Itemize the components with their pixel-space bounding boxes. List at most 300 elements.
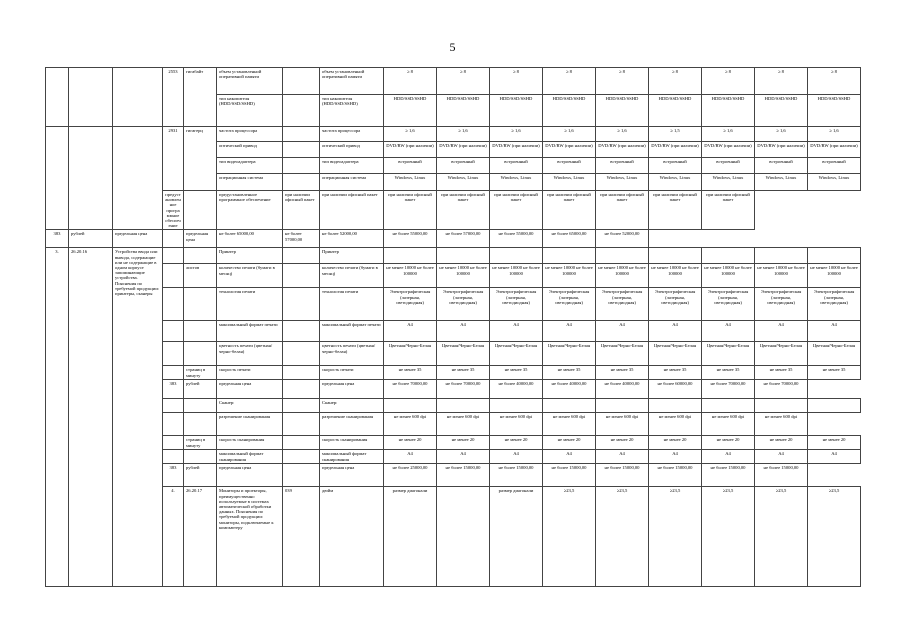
row-print-color: [46, 342, 861, 366]
table-cell: встроенный: [384, 158, 437, 174]
row-scanner-price: [46, 464, 861, 487]
table-cell: [283, 142, 320, 158]
table-cell: Цветная/Черно-Белая: [755, 342, 808, 366]
table-cell: не менее 20: [384, 436, 437, 450]
table-cell: при наличии офисный пакет: [596, 191, 649, 230]
table-cell: [163, 288, 184, 321]
table-cell: не более 57000,00: [437, 230, 490, 248]
table-cell: ≥ 1,6: [384, 127, 437, 142]
table-cell: не более 15000,00: [543, 464, 596, 487]
table-cell: дюйм: [320, 487, 384, 587]
table-cell: при наличии офисный пакет: [384, 191, 437, 230]
table-cell: A4: [384, 450, 437, 464]
table-cell: Цветная/Черно-Белая: [490, 342, 543, 366]
table-cell: при наличии офисный пакет: [437, 191, 490, 230]
table-cell: страниц в минуту: [184, 366, 217, 380]
table-cell: размер диагонали: [384, 487, 437, 587]
table-cell: встроенный: [808, 158, 861, 174]
table-cell: скорость сканирования: [217, 436, 283, 450]
table-cell: A4: [755, 321, 808, 342]
table-cell: Цветная/Черно-Белая: [808, 342, 861, 366]
table-cell: предустановленное программное обеспечение: [163, 191, 184, 230]
table-cell: A4: [490, 450, 543, 464]
table-cell: HDD/SSD/SSHD: [543, 95, 596, 127]
row-monitor-diagonal: [46, 487, 861, 587]
table-cell: оптический привод: [217, 142, 283, 158]
table-cell: DVD/RW (при наличии): [543, 142, 596, 158]
table-cell: не менее 35: [543, 366, 596, 380]
table-cell: не более 15000,00: [596, 464, 649, 487]
table-cell: Windows, Linux: [808, 174, 861, 191]
table-cell: Цветная/Черно-Белая: [543, 342, 596, 366]
table-cell: встроенный: [437, 158, 490, 174]
table-cell: не более 15000,00: [490, 464, 543, 487]
table-cell: [283, 366, 320, 380]
table-cell: не менее 10000 не более 100000: [437, 264, 490, 288]
table-cell: 26.20.16: [69, 248, 113, 587]
row-print-volume: [46, 264, 861, 288]
table-cell: размер диагонали: [490, 487, 543, 587]
table-cell: A4: [755, 450, 808, 464]
table-cell: встроенный: [649, 158, 702, 174]
table-cell: ≥ 1,6: [702, 127, 755, 142]
table-cell: технология печати: [320, 288, 384, 321]
table-cell: 2553: [163, 68, 184, 127]
table-cell: [702, 399, 755, 413]
table-cell: не более 70000,00: [755, 380, 808, 399]
table-cell: встроенный: [702, 158, 755, 174]
table-cell: [184, 288, 217, 321]
table-cell: ≥ 8: [755, 68, 808, 95]
table-cell: не менее 35: [596, 366, 649, 380]
table-cell: [755, 248, 808, 264]
table-cell: [490, 399, 543, 413]
table-cell: [283, 264, 320, 288]
table-cell: не более 52000,00: [596, 230, 649, 248]
table-cell: [283, 174, 320, 191]
table-cell: HDD/SSD/SSHD: [490, 95, 543, 127]
table-cell: ≥ 8: [384, 68, 437, 95]
table-cell: рублей: [69, 230, 113, 248]
table-cell: [163, 413, 184, 436]
table-cell: предельная цена: [184, 230, 217, 248]
table-cell: [437, 399, 490, 413]
table-cell: [163, 248, 184, 264]
table-cell: не менее 600 dpi: [543, 413, 596, 436]
table-cell: ≥23,5: [702, 487, 755, 587]
table-cell: A4: [543, 321, 596, 342]
table-cell: Windows, Linux: [755, 174, 808, 191]
table-cell: не более 70000,00: [702, 380, 755, 399]
row-printer-header: [46, 248, 861, 264]
row-scanner-header: [46, 399, 861, 413]
row-computer-price: [46, 230, 861, 248]
table-cell: максимальный формат печати: [320, 321, 384, 342]
table-cell: гигабайт: [184, 68, 217, 127]
table-cell: скорость печати: [320, 366, 384, 380]
table-cell: не более 70000,00: [384, 380, 437, 399]
table-cell: HDD/SSD/SSHD: [702, 95, 755, 127]
table-cell: [808, 248, 861, 264]
table-cell: DVD/RW (при наличии): [384, 142, 437, 158]
table-cell: не менее 35: [437, 366, 490, 380]
table-cell: предельная цена: [320, 464, 384, 487]
table-cell: [543, 399, 596, 413]
table-cell: не менее 35: [490, 366, 543, 380]
table-cell: Цветная/Черно-Белая: [384, 342, 437, 366]
table-cell: [163, 321, 184, 342]
table-cell: A4: [596, 321, 649, 342]
table-cell: ≥ 1,6: [808, 127, 861, 142]
table-cell: не менее 10000 не более 100000: [649, 264, 702, 288]
table-cell: Электрографическая (лазерная, светодиодная): [649, 288, 702, 321]
table-cell: Мониторы и проекторы, преимущественно используемые в системах автоматической обработки данных. Пояснения по требуемой продукции: мониторы, подключаемые к компьютеру: [217, 487, 283, 587]
table-cell: не более 60000,00: [649, 380, 702, 399]
row-scan-speed: [46, 436, 861, 450]
table-cell: [702, 248, 755, 264]
table-cell: [184, 342, 217, 366]
table-cell: DVD/RW (при наличии): [490, 142, 543, 158]
table-cell: не менее 20: [702, 436, 755, 450]
table-cell: [283, 413, 320, 436]
table-cell: [808, 399, 861, 413]
table-cell: при наличии офисный пакет: [543, 191, 596, 230]
table-cell: Сканер:: [320, 399, 384, 413]
row-memory-size: [46, 68, 861, 95]
table-cell: ≥ 1,6: [490, 127, 543, 142]
table-cell: ≥ 1,5: [649, 127, 702, 142]
table-cell: рублей: [184, 380, 217, 399]
row-print-speed: [46, 366, 861, 380]
table-cell: не более 15000,00: [702, 464, 755, 487]
table-cell: не более 52000,00: [320, 230, 384, 248]
table-cell: не более 15000,00: [649, 464, 702, 487]
table-cell: DVD/RW (при наличии): [702, 142, 755, 158]
specification-table: [45, 67, 861, 587]
table-cell: A4: [808, 450, 861, 464]
table-cell: тип накопителя (HDD/SSD/SSHD): [320, 95, 384, 127]
table-cell: [384, 248, 437, 264]
table-cell: DVD/RW (при наличии): [755, 142, 808, 158]
table-cell: ≥ 1,6: [437, 127, 490, 142]
table-cell: Цветная/Черно-Белая: [596, 342, 649, 366]
table-cell: Принтер: [320, 248, 384, 264]
table-cell: A4: [808, 321, 861, 342]
table-cell: не менее 20: [543, 436, 596, 450]
table-cell: [283, 464, 320, 487]
table-cell: ≥ 8: [649, 68, 702, 95]
table-cell: [283, 95, 320, 127]
table-cell: 383: [163, 380, 184, 399]
table-cell: A4: [490, 321, 543, 342]
table-cell: не более 57000,00: [283, 230, 320, 248]
table-cell: [163, 264, 184, 288]
table-cell: не менее 10000 не более 100000: [808, 264, 861, 288]
table-cell: Windows, Linux: [649, 174, 702, 191]
table-cell: операционная система: [320, 174, 384, 191]
table-cell: тип накопителя (HDD/SSD/SSHD): [217, 95, 283, 127]
table-cell: HDD/SSD/SSHD: [384, 95, 437, 127]
table-cell: объем установленной оперативной памяти: [320, 68, 384, 95]
table-cell: HDD/SSD/SSHD: [437, 95, 490, 127]
table-cell: тип видеоадаптера: [320, 158, 384, 174]
table-cell: не менее 10000 не более 100000: [543, 264, 596, 288]
table-cell: не более 15000,00: [755, 464, 808, 487]
table-cell: встроенный: [755, 158, 808, 174]
table-cell: тип видеоадаптера: [217, 158, 283, 174]
table-cell: [283, 248, 320, 264]
table-cell: [184, 191, 217, 230]
table-cell: не менее 20: [649, 436, 702, 450]
table-cell: DVD/RW (при наличии): [649, 142, 702, 158]
table-cell: максимальный формат печати: [217, 321, 283, 342]
row-scan-resolution: [46, 413, 861, 436]
table-cell: предустановленное программное обеспечение: [217, 191, 283, 230]
table-cell: ≥ 8: [702, 68, 755, 95]
table-cell: количество печати (бумаги в месяц): [320, 264, 384, 288]
table-cell: при наличии офисный пакет: [702, 191, 755, 230]
table-cell: ≥23,5: [596, 487, 649, 587]
row-cpu-frequency: [46, 127, 861, 142]
table-cell: ≥ 8: [596, 68, 649, 95]
table-cell: A4: [702, 321, 755, 342]
table-cell: [69, 68, 113, 127]
table-cell: [163, 342, 184, 366]
table-cell: скорость печати: [217, 366, 283, 380]
table-cell: [184, 248, 217, 264]
table-cell: [163, 399, 184, 413]
table-cell: не менее 20: [808, 436, 861, 450]
table-cell: [184, 321, 217, 342]
table-cell: не менее 20: [490, 436, 543, 450]
table-cell: [596, 248, 649, 264]
table-cell: не менее 600 dpi: [490, 413, 543, 436]
table-cell: технология печати: [217, 288, 283, 321]
table-cell: при наличии офисный пакет: [283, 191, 320, 230]
table-cell: Устройства ввода или вывода, содержащие или не содержащие в одном корпусе запоминающие устройства. Пояснения по требуемой продукции: принтеры, сканеры: [113, 248, 163, 587]
table-cell: ≥ 1,6: [543, 127, 596, 142]
table-cell: не более 55000,00: [384, 230, 437, 248]
table-cell: при наличии офисный пакет: [649, 191, 702, 230]
table-cell: при наличии офисный пакет: [490, 191, 543, 230]
table-cell: A4: [649, 321, 702, 342]
table-cell: 039: [283, 487, 320, 587]
table-cell: оптический привод: [320, 142, 384, 158]
table-cell: ≥23,5: [755, 487, 808, 587]
table-cell: ≥23,5: [649, 487, 702, 587]
table-cell: [437, 248, 490, 264]
table-cell: ≥ 8: [490, 68, 543, 95]
table-cell: цветность печати (цветная/черно-белая): [320, 342, 384, 366]
table-cell: 2931: [163, 127, 184, 191]
table-cell: [46, 127, 69, 230]
table-cell: [184, 413, 217, 436]
table-cell: Цветная/Черно-Белая: [649, 342, 702, 366]
table-cell: [384, 399, 437, 413]
table-cell: не менее 600 dpi: [649, 413, 702, 436]
row-print-technology: [46, 288, 861, 321]
table-cell: [69, 127, 113, 230]
table-cell: не менее 10000 не более 100000: [384, 264, 437, 288]
table-cell: ≥ 1,6: [755, 127, 808, 142]
table-cell: Электрографическая (лазерная, светодиодная): [490, 288, 543, 321]
table-cell: [283, 68, 320, 95]
table-cell: 3.: [46, 248, 69, 587]
table-cell: цветность печати (цветная/черно-белая): [217, 342, 283, 366]
table-cell: не более 65000,00: [217, 230, 283, 248]
table-cell: не менее 35: [384, 366, 437, 380]
table-cell: [437, 487, 490, 587]
table-cell: не менее 10000 не более 100000: [490, 264, 543, 288]
table-cell: рублей: [184, 464, 217, 487]
table-cell: [755, 399, 808, 413]
table-cell: не менее 600 dpi: [437, 413, 490, 436]
table-cell: Электрографическая (лазерная, светодиодная): [384, 288, 437, 321]
page-number: 5: [449, 40, 456, 54]
table-cell: предельная цена: [217, 464, 283, 487]
table-cell: Электрографическая (лазерная, светодиодная): [596, 288, 649, 321]
table-cell: листов: [184, 264, 217, 288]
table-cell: [283, 158, 320, 174]
table-cell: Электрографическая (лазерная, светодиодная): [755, 288, 808, 321]
table-cell: Электрографическая (лазерная, светодиодная): [702, 288, 755, 321]
table-cell: не более 25000,00: [384, 464, 437, 487]
table-cell: разрешение сканирования: [217, 413, 283, 436]
table-cell: не менее 10000 не более 100000: [596, 264, 649, 288]
table-cell: 383: [46, 230, 69, 248]
table-cell: не более 40000,00: [543, 380, 596, 399]
table-cell: Windows, Linux: [596, 174, 649, 191]
table-cell: [46, 68, 69, 127]
table-cell: предельная цена: [113, 230, 163, 248]
table-cell: [490, 248, 543, 264]
table-cell: не более 40000,00: [490, 380, 543, 399]
table-cell: разрешение сканирования: [320, 413, 384, 436]
table-cell: скорость сканирования: [320, 436, 384, 450]
table-cell: предельная цена: [320, 380, 384, 399]
table-cell: Windows, Linux: [490, 174, 543, 191]
table-cell: [543, 248, 596, 264]
table-cell: ≥ 1,6: [596, 127, 649, 142]
table-cell: не более 65000,00: [543, 230, 596, 248]
table-cell: Windows, Linux: [384, 174, 437, 191]
table-cell: Цветная/Черно-Белая: [702, 342, 755, 366]
table-cell: встроенный: [543, 158, 596, 174]
table-cell: HDD/SSD/SSHD: [755, 95, 808, 127]
table-cell: HDD/SSD/SSHD: [596, 95, 649, 127]
table-cell: не менее 35: [649, 366, 702, 380]
table-cell: не менее 600 dpi: [384, 413, 437, 436]
table-cell: Электрографическая (лазерная, светодиодная): [437, 288, 490, 321]
table-cell: не менее 600 dpi: [596, 413, 649, 436]
table-cell: [649, 248, 702, 264]
table-cell: A4: [437, 321, 490, 342]
table-cell: DVD/RW (при наличии): [437, 142, 490, 158]
table-cell: Windows, Linux: [437, 174, 490, 191]
table-cell: HDD/SSD/SSHD: [808, 95, 861, 127]
table-cell: DVD/RW (при наличии): [808, 142, 861, 158]
table-cell: не менее 600 dpi: [755, 413, 808, 436]
table-cell: DVD/RW (при наличии): [596, 142, 649, 158]
table-cell: [283, 288, 320, 321]
table-cell: при наличии офисный пакет: [320, 191, 384, 230]
table-cell: объем установленной оперативной памяти: [217, 68, 283, 95]
table-cell: HDD/SSD/SSHD: [649, 95, 702, 127]
table-cell: не более 40000,00: [596, 380, 649, 399]
table-cell: Windows, Linux: [702, 174, 755, 191]
table-cell: [283, 380, 320, 399]
table-cell: Windows, Linux: [543, 174, 596, 191]
table-cell: не менее 35: [808, 366, 861, 380]
table-cell: A4: [596, 450, 649, 464]
table-cell: [113, 68, 163, 127]
table-cell: [283, 342, 320, 366]
table-cell: [283, 399, 320, 413]
table-cell: [163, 366, 184, 380]
table-cell: [163, 450, 184, 464]
table-cell: Электрографическая (лазерная, светодиодная): [808, 288, 861, 321]
table-cell: не более 70000,00: [437, 380, 490, 399]
table-cell: [283, 321, 320, 342]
table-cell: максимальный формат сканирования: [320, 450, 384, 464]
table-cell: не менее 35: [702, 366, 755, 380]
table-cell: [163, 436, 184, 450]
row-max-print-format: [46, 321, 861, 342]
table-cell: 4.: [163, 487, 184, 587]
table-cell: A4: [702, 450, 755, 464]
table-cell: не менее 35: [755, 366, 808, 380]
table-cell: [596, 399, 649, 413]
table-cell: не менее 20: [596, 436, 649, 450]
table-cell: количество печати (бумаги в месяц): [217, 264, 283, 288]
table-cell: A4: [543, 450, 596, 464]
table-cell: не более 15000,00: [437, 464, 490, 487]
row-printer-price: [46, 380, 861, 399]
table-cell: ≥ 8: [437, 68, 490, 95]
table-cell: встроенный: [596, 158, 649, 174]
row-max-scan-format: [46, 450, 861, 464]
table-cell: операционная система: [217, 174, 283, 191]
table-cell: [283, 127, 320, 142]
table-cell: частота процессора: [320, 127, 384, 142]
table-cell: A4: [649, 450, 702, 464]
table-cell: [283, 436, 320, 450]
table-cell: ≥ 8: [543, 68, 596, 95]
table-cell: [649, 399, 702, 413]
table-cell: [283, 450, 320, 464]
table-cell: [163, 230, 184, 248]
table-cell: не менее 20: [437, 436, 490, 450]
table-cell: встроенный: [490, 158, 543, 174]
table-cell: не менее 10000 не более 100000: [702, 264, 755, 288]
table-cell: 26.20.17: [184, 487, 217, 587]
table-cell: максимальный формат сканирования: [217, 450, 283, 464]
table-cell: Электрографическая (лазерная, светодиодная): [543, 288, 596, 321]
table-cell: 383: [163, 464, 184, 487]
table-cell: Сканер:: [217, 399, 283, 413]
table-cell: A4: [384, 321, 437, 342]
table-cell: [184, 450, 217, 464]
table-cell: A4: [437, 450, 490, 464]
table-cell: гигагерц: [184, 127, 217, 191]
table-cell: Принтер: [217, 248, 283, 264]
table-cell: не менее 600 dpi: [702, 413, 755, 436]
table-cell: частота процессора: [217, 127, 283, 142]
table-cell: ≥23,5: [543, 487, 596, 587]
table-cell: Цветная/Черно-Белая: [437, 342, 490, 366]
table-cell: ≥23,5: [808, 487, 861, 587]
table-cell: [113, 127, 163, 230]
